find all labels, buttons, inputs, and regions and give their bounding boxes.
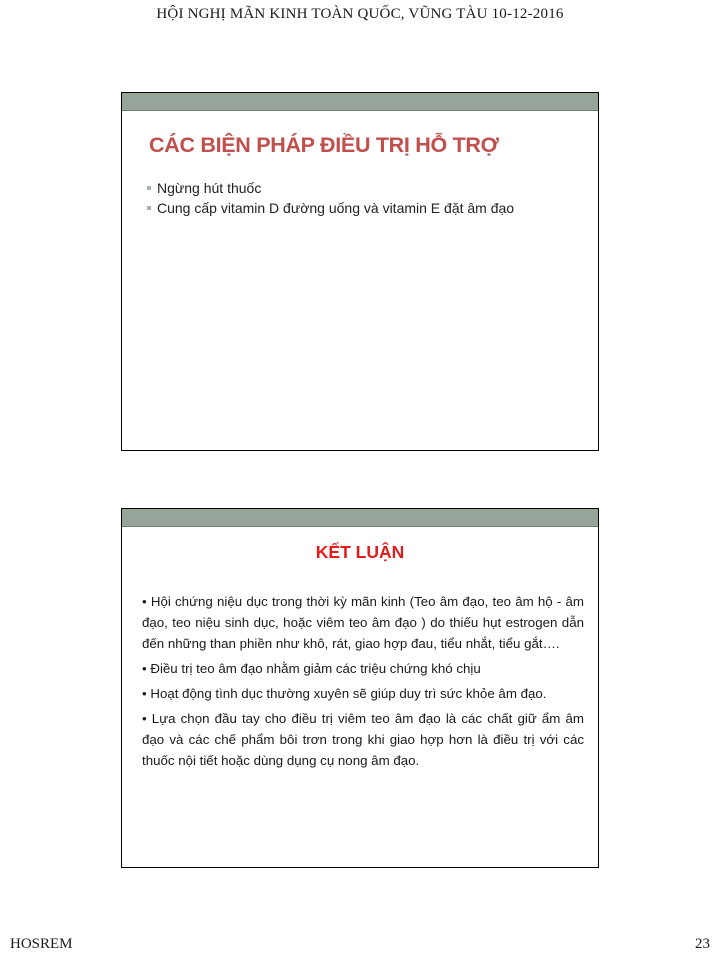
slide-body bbox=[142, 591, 584, 775]
list-item bbox=[146, 178, 514, 198]
slide-title: KẾT LUẬN bbox=[315, 542, 405, 562]
slide-title: CÁC BIỆN PHÁP ĐIỀU TRỊ HỖ TRỢ bbox=[149, 133, 499, 157]
paragraph: • Hội chứng niệu dục trong thời kỳ mãn kinh (Teo âm đạo, teo âm hộ - âm đạo, teo niệu sinh dục, hoặc viêm teo âm đạo ) do thiếu hụt estrogen dẫn đến những than phiền như khô, rát, giao hợp đau, tiểu nhắt, tiểu gắt…. bbox=[142, 594, 584, 651]
paragraph: • Hoạt động tình dục thường xuyên sẽ giúp duy trì sức khỏe âm đạo. bbox=[142, 686, 547, 701]
list-item-text: Ngừng hút thuốc bbox=[157, 180, 262, 196]
square-bullet-icon bbox=[147, 186, 151, 190]
slide-top-bar bbox=[122, 93, 598, 111]
slide-top-bar bbox=[122, 509, 598, 527]
slide-conclusion bbox=[121, 508, 599, 868]
page-number: 23 bbox=[695, 936, 710, 952]
paragraph: • Điều trị teo âm đạo nhằm giảm các triệu chứng khó chịu bbox=[142, 661, 481, 676]
bullet-list bbox=[146, 178, 514, 218]
page-header: HỘI NGHỊ MÃN KINH TOÀN QUỐC, VŨNG TÀU 10-12-2016 bbox=[156, 6, 564, 22]
list-item bbox=[146, 198, 514, 218]
list-item-text: Cung cấp vitamin D đường uống và vitamin E đặt âm đạo bbox=[157, 200, 515, 216]
square-bullet-icon bbox=[147, 206, 151, 210]
slide-supportive-treatment bbox=[121, 92, 599, 451]
paragraph: • Lựa chọn đầu tay cho điều trị viêm teo âm đạo là các chất giữ ẩm âm đạo và các chế phẩm bôi trơn trong khi giao hợp hơn là điều trị với các thuốc nội tiết hoặc dùng dụng cụ nong âm đạo. bbox=[142, 711, 584, 768]
footer-organization: HOSREM bbox=[10, 936, 73, 952]
